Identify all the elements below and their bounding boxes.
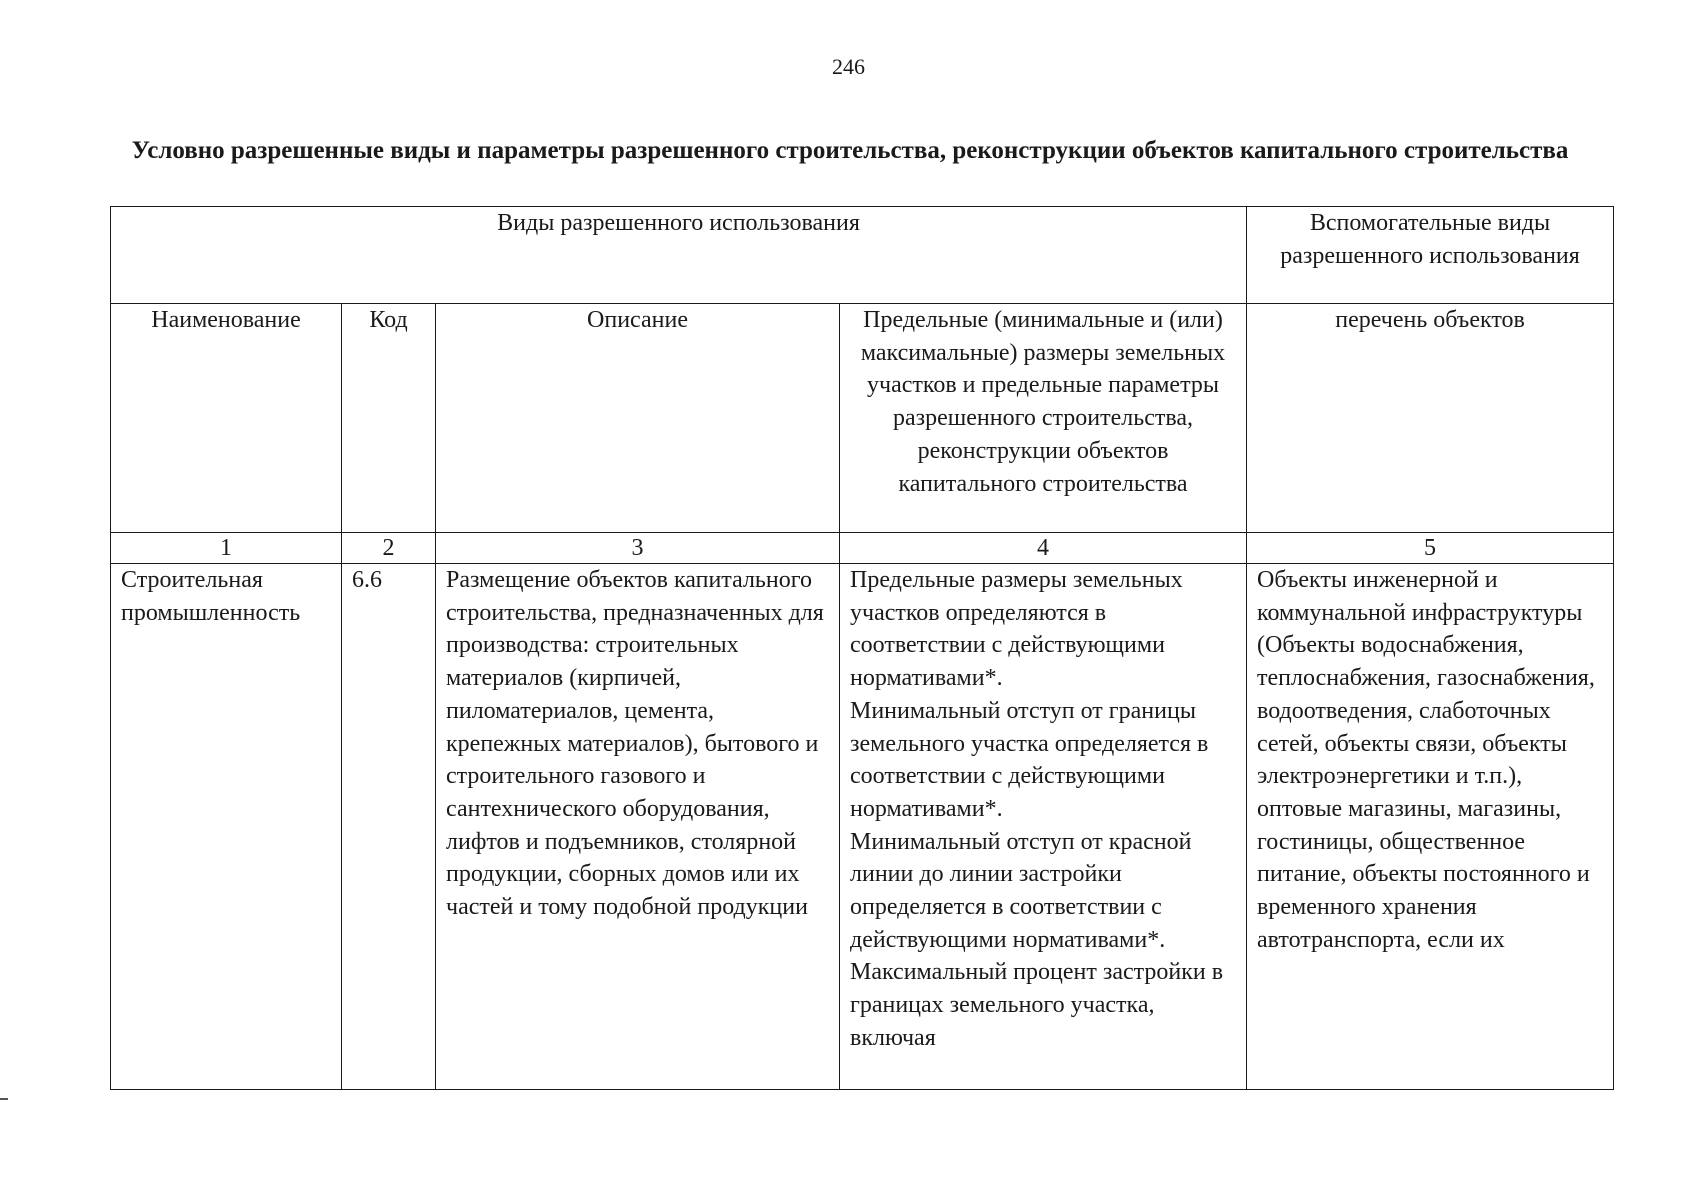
row-objects: Объекты инженерной и коммунальной инфраструктуры (Объекты водоснабжения, теплоснабжения, газоснабжения, водоотведения, слаботочных сетей, объекты связи, объекты электроэнергетики и т.п.), оптовые магазины, магазины, гостиницы, общественное питание, объекты постоянного и временного хранения автотранспорта, если их	[1257, 567, 1595, 953]
header-limits: Предельные (минимальные и (или) максимальные) размеры земельных участков и предельные параметры разрешенного строительства, реконструкции объектов капитального строительства	[840, 304, 1247, 533]
document-title: Условно разрешенные виды и параметры разрешенного строительства, реконструкции объектов капитального строительства	[131, 137, 1569, 164]
header-objects: перечень объектов	[1247, 304, 1614, 533]
header-description: Описание	[436, 304, 840, 533]
row-code: 6.6	[352, 567, 382, 593]
column-number: 1	[111, 533, 342, 564]
row-name: Строительная промышленность	[121, 567, 301, 626]
column-header-row	[111, 304, 1614, 533]
column-number: 3	[436, 533, 840, 564]
cell-description	[436, 564, 840, 1090]
cell-limits	[840, 564, 1247, 1090]
zoning-table	[110, 206, 1614, 1090]
page-number: 246	[832, 54, 865, 79]
column-number: 5	[1247, 533, 1614, 564]
header-auxiliary-uses: Вспомогательные виды разрешенного использования	[1247, 207, 1614, 304]
cell-objects	[1247, 564, 1614, 1090]
row-description: Размещение объектов капитального строительства, предназначенных для производства: строительных материалов (кирпичей, пиломатериалов, цемента, крепежных материалов), бытового и строительного газового и сантехнического оборудования, лифтов и подъемников, столярной продукции, сборных домов или их частей и тому подобной продукции	[446, 567, 824, 921]
row-limits: Предельные размеры земельных участков определяются в соответствии с действующими нормативами*. Минимальный отступ от границы земельного участка определяется в соответствии с действующими нормативами*. Минимальный отступ от красной линии до линии застройки определяется в соответствии с действующими нормативами*. Максимальный процент застройки в границах земельного участка, включая	[850, 567, 1224, 1051]
header-code: Код	[342, 304, 436, 533]
table-row	[111, 564, 1614, 1090]
column-number: 4	[840, 533, 1247, 564]
margin-mark	[0, 1098, 8, 1100]
column-number-row	[111, 533, 1614, 564]
header-name: Наименование	[111, 304, 342, 533]
cell-name	[111, 564, 342, 1090]
cell-code	[342, 564, 436, 1090]
header-permitted-uses: Виды разрешенного использования	[111, 207, 1247, 304]
group-header-row	[111, 207, 1614, 304]
column-number: 2	[342, 533, 436, 564]
